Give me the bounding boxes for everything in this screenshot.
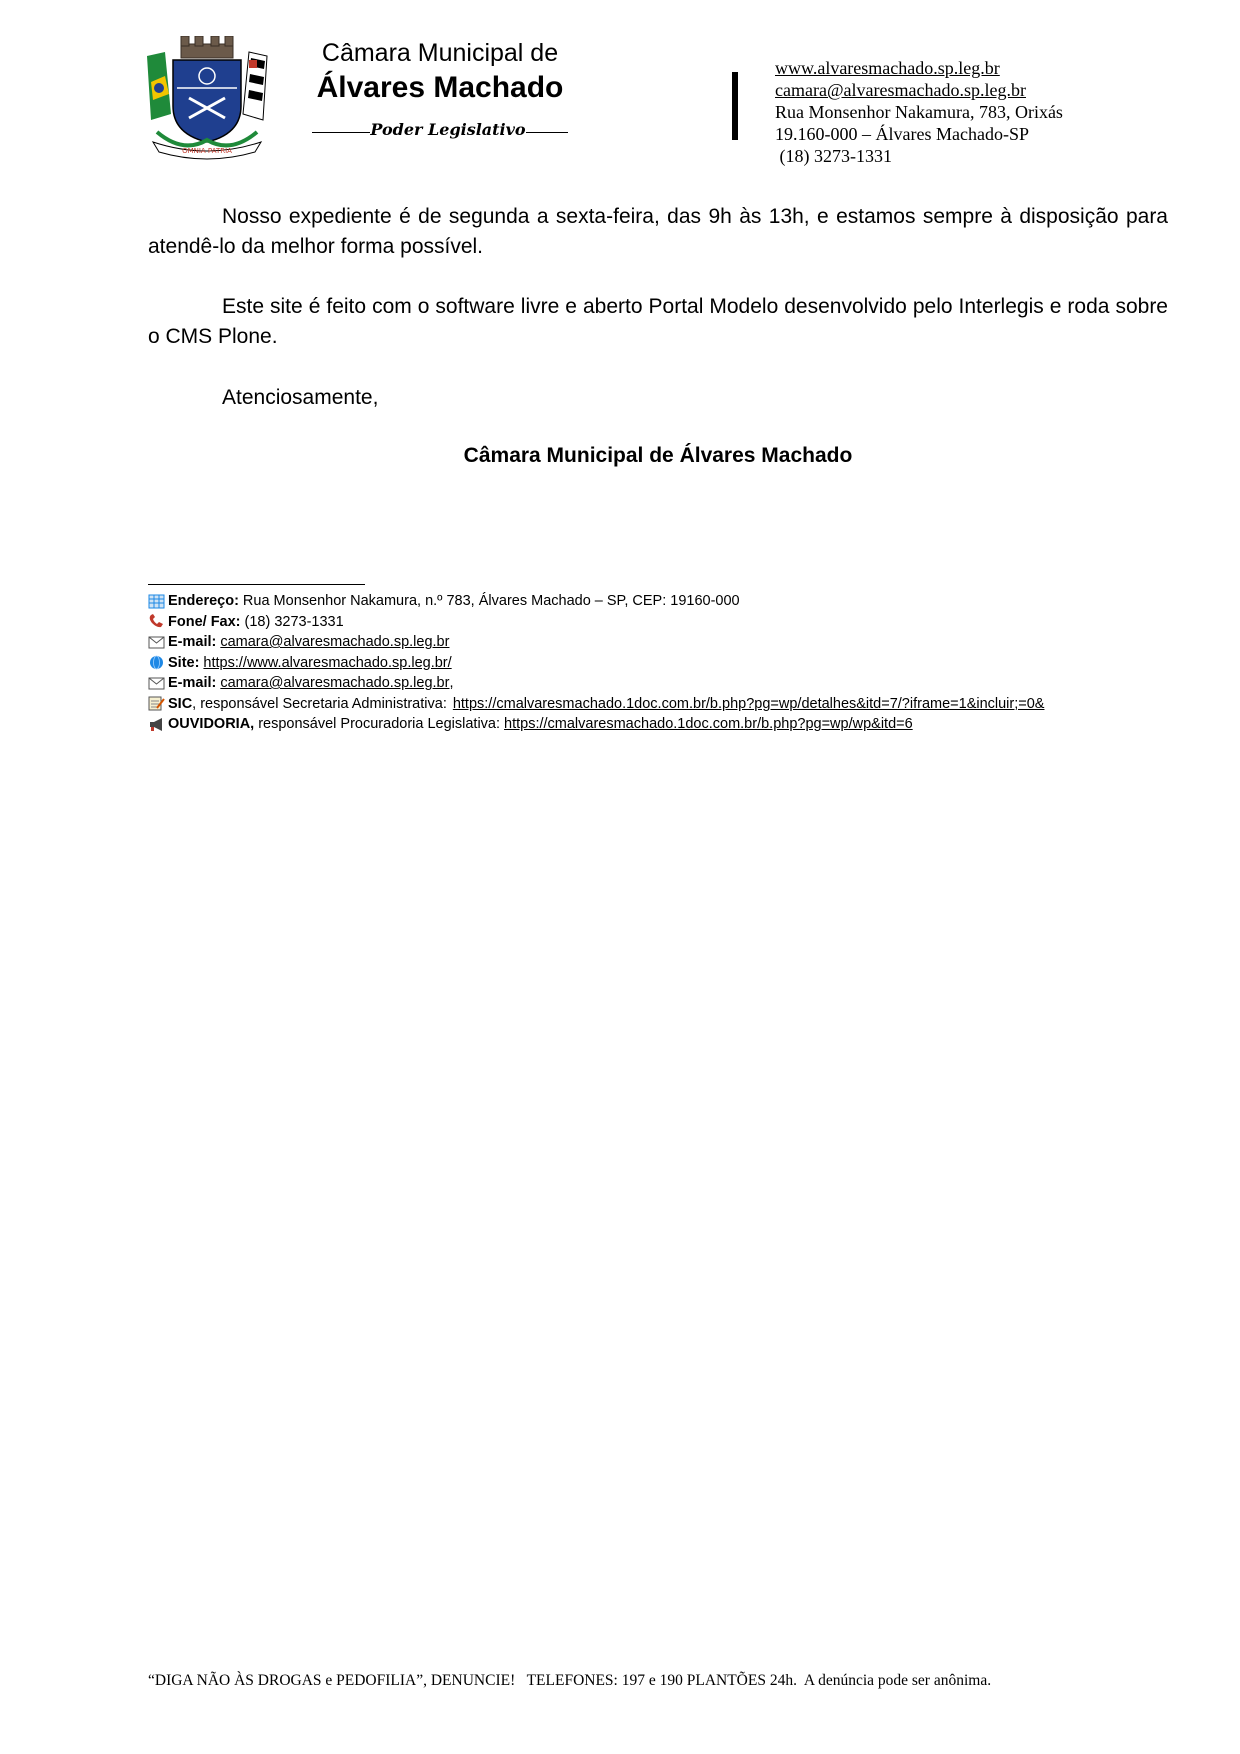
info-ouvidoria-link[interactable]: https://cmalvaresmachado.1doc.com.br/b.php?pg=wp/wp&itd=6: [504, 716, 913, 732]
notepad-pencil-icon: [148, 696, 165, 711]
sao-paulo-flag-icon: [243, 52, 267, 120]
footer-motto: “DIGA NÃO ÀS DROGAS e PEDOFILIA”, DENUNCIE! TELEFONES: 197 e 190 PLANTÕES 24h. A denúncia pode ser anônima.: [148, 1672, 992, 1689]
paragraph-software-text: Este site é feito com o software livre e aberto Portal Modelo desenvolvido pelo Interlegis e roda sobre o CMS Plone.: [148, 295, 1168, 348]
envelope-icon: [148, 635, 165, 650]
paragraph-hours: [148, 202, 1168, 262]
info-phone-row: [148, 612, 1044, 633]
info-sic-link[interactable]: https://cmalvaresmachado.1doc.com.br/b.php?pg=wp/detalhes&itd=7/?iframe=1&incluir;=0&: [452, 695, 1045, 712]
closing-text: Atenciosamente,: [222, 386, 379, 409]
info-address-row: [148, 591, 1044, 612]
info-address-value: Rua Monsenhor Nakamura, n.º 783, Álvares Machado – SP, CEP: 19160-000: [242, 593, 740, 609]
phone-icon: [148, 614, 165, 629]
institution-brand: [300, 38, 580, 139]
tagline-rule-left: [312, 132, 370, 133]
info-email2-label: E-mail:: [168, 675, 217, 691]
info-email-row: [148, 632, 1044, 653]
info-email2-link[interactable]: camara@alvaresmachado.sp.leg.br: [220, 675, 450, 691]
mural-crown-icon: [181, 36, 233, 58]
info-address-label: Endereço:: [168, 593, 239, 609]
info-phone-value: (18) 3273-1331: [244, 613, 344, 630]
paragraph-hours-text: Nosso expediente é de segunda a sexta-feira, das 9h às 13h, e estamos sempre à disposição para atendê-lo da melhor forma possível.: [148, 205, 1168, 258]
tagline: [300, 120, 580, 139]
tagline-rule-right: [526, 132, 568, 133]
paragraph-software: [148, 292, 1168, 352]
header-cep-city: 19.160-000 – Álvares Machado-SP: [775, 124, 1029, 144]
globe-icon: [148, 655, 165, 670]
shield-icon: [173, 60, 241, 142]
closing: [148, 383, 1168, 413]
info-sic-row: [148, 694, 1044, 715]
tagline-text: Poder Legislativo: [370, 120, 526, 139]
institution-title-line1: Câmara Municipal de: [321, 39, 559, 67]
info-ouvidoria-label: OUVIDORIA,: [168, 716, 255, 732]
envelope-icon: [148, 676, 165, 691]
header-contact-block: [775, 57, 1063, 167]
building-grid-icon: [148, 594, 165, 609]
info-ouvidoria-text: responsável Procuradoria Legislativa:: [258, 716, 501, 732]
info-site-label: Site:: [168, 654, 200, 671]
info-ouvidoria-row: [148, 714, 1044, 735]
crest-motto: OMNIA PATRIA: [182, 147, 232, 155]
header-phone: (18) 3273-1331: [775, 146, 892, 166]
info-email2-suffix: ,: [449, 675, 454, 691]
header-address: Rua Monsenhor Nakamura, 783, Orixás: [775, 102, 1063, 122]
brazil-flag-icon: [147, 52, 171, 120]
signature: Câmara Municipal de Álvares Machado: [463, 444, 853, 467]
info-site-link[interactable]: https://www.alvaresmachado.sp.leg.br/: [203, 654, 452, 671]
header-divider: [732, 72, 738, 140]
institution-title-line2: Álvares Machado: [316, 71, 564, 104]
footnote-rule: [148, 584, 365, 585]
info-sic-label: SIC: [168, 695, 193, 712]
info-phone-label: Fone/ Fax:: [168, 613, 241, 630]
contact-info-list: [148, 591, 1044, 735]
megaphone-icon: [148, 717, 165, 732]
header-website-link[interactable]: www.alvaresmachado.sp.leg.br: [775, 58, 1000, 78]
info-email-label: E-mail:: [168, 634, 217, 650]
info-sic-text: , responsável Secretaria Administrativa:: [192, 695, 447, 712]
coat-of-arms-logo: [143, 36, 271, 160]
info-site-row: [148, 653, 1044, 674]
header-email-link[interactable]: camara@alvaresmachado.sp.leg.br: [775, 80, 1026, 100]
info-email-link[interactable]: camara@alvaresmachado.sp.leg.br: [220, 634, 450, 650]
info-email2-row: [148, 673, 1044, 694]
